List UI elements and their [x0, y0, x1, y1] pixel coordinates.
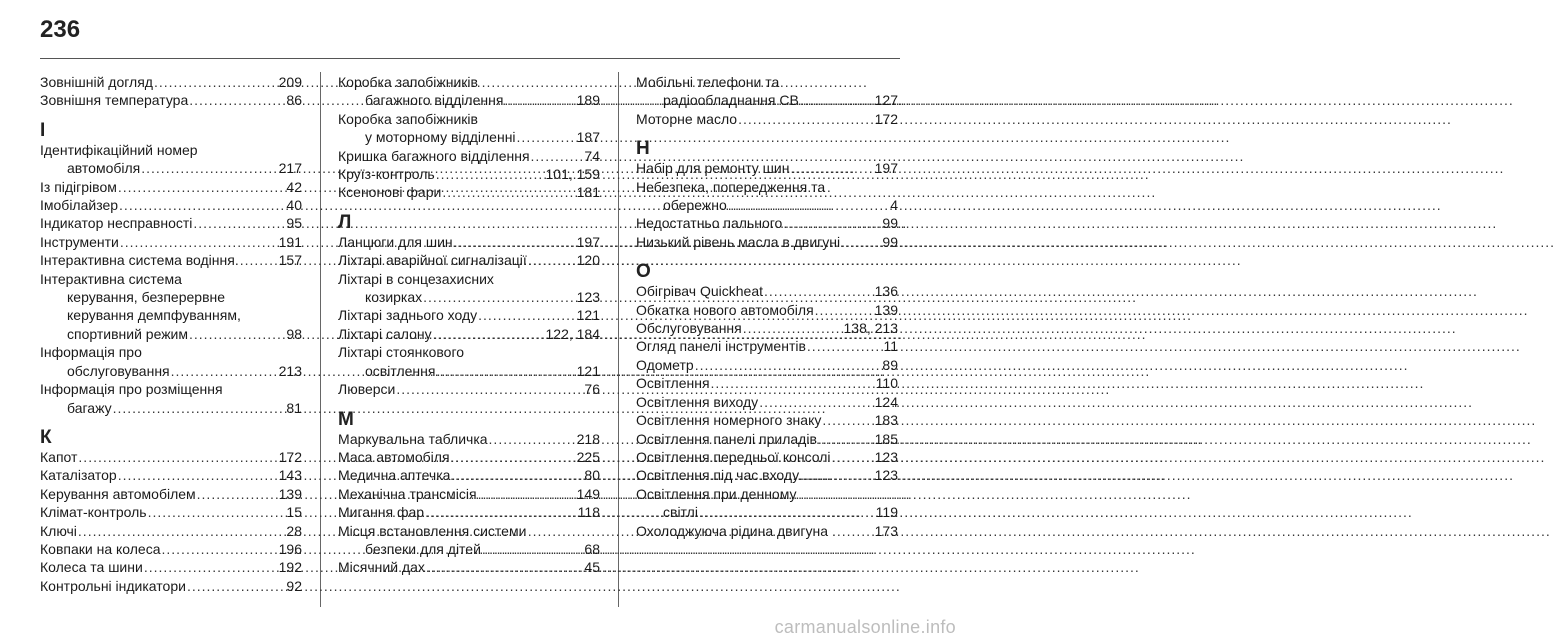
- page-reference[interactable]: 42: [286, 178, 302, 195]
- index-entry[interactable]: [636, 159, 898, 177]
- index-entry[interactable]: [338, 110, 600, 147]
- dot-leader: [425, 503, 577, 521]
- index-entry[interactable]: [338, 343, 600, 380]
- index-column-3: [636, 73, 898, 540]
- index-term: Коробка запобіжників: [338, 74, 478, 90]
- dot-leader: [764, 282, 874, 300]
- page-reference[interactable]: 191: [278, 233, 302, 250]
- index-entry[interactable]: [636, 356, 898, 374]
- page-reference[interactable]: 45: [584, 559, 600, 576]
- index-term: Освітлення під час входу: [636, 467, 800, 484]
- index-term: Кришка багажного відділення: [338, 147, 530, 164]
- index-entry[interactable]: [338, 558, 600, 576]
- page-reference[interactable]: 121: [576, 307, 600, 324]
- index-term: обслуговування: [67, 362, 170, 379]
- index-term: Люверси: [338, 381, 396, 398]
- index-entry[interactable]: [636, 73, 898, 110]
- index-term: Обігрівач Quickheat: [636, 283, 763, 300]
- page-reference[interactable]: 213: [278, 362, 302, 379]
- dot-leader: [423, 288, 575, 306]
- index-entry[interactable]: [40, 270, 302, 344]
- dot-leader: [504, 91, 575, 109]
- page-reference[interactable]: 15: [286, 504, 302, 521]
- index-term: Небезпека, попередження та: [636, 178, 826, 195]
- page-reference[interactable]: 138, 213: [843, 320, 898, 337]
- index-entry[interactable]: [338, 466, 600, 484]
- index-entry[interactable]: [40, 577, 302, 595]
- page-reference[interactable]: 81: [286, 399, 302, 416]
- header-rule: [40, 58, 900, 59]
- index-term: Моторне масло: [636, 110, 738, 127]
- index-letter-heading: М: [338, 408, 354, 430]
- dot-leader: [738, 110, 874, 128]
- index-entry[interactable]: [40, 448, 302, 466]
- page-reference[interactable]: 86: [286, 92, 302, 109]
- index-letter-heading: К: [40, 426, 52, 448]
- index-term: Місця встановлення системи: [338, 522, 527, 539]
- page-reference[interactable]: 110: [875, 375, 898, 392]
- index-term: Місячний дах: [338, 559, 425, 576]
- index-term: Освітлення виходу: [636, 393, 759, 410]
- dot-leader: [436, 362, 575, 380]
- index-letter-heading: Л: [338, 211, 352, 233]
- index-term: Освітлення: [636, 375, 710, 392]
- page-reference[interactable]: 76: [584, 381, 600, 398]
- dot-leader: [822, 411, 873, 429]
- dot-leader: [144, 558, 278, 576]
- page-reference[interactable]: 197: [874, 160, 898, 177]
- index-term: світлі: [663, 504, 698, 521]
- index-term: Мобільні телефони та: [636, 74, 780, 90]
- index-entry[interactable]: [636, 393, 898, 411]
- page-reference[interactable]: 120: [576, 252, 600, 269]
- index-term: Обкатка нового автомобіля: [636, 301, 814, 318]
- dot-leader: [148, 503, 286, 521]
- page-reference[interactable]: 92: [286, 577, 302, 594]
- dot-leader: [78, 522, 286, 540]
- page-reference[interactable]: 11: [883, 338, 898, 355]
- index-term: Керування автомобілем: [40, 485, 196, 502]
- dot-leader: [759, 393, 873, 411]
- page-number: 236: [40, 16, 81, 43]
- index-term: Інформація про розміщення: [40, 381, 223, 398]
- index-term: багажу: [67, 399, 112, 416]
- dot-leader: [837, 522, 874, 540]
- page-reference[interactable]: 225: [576, 448, 600, 465]
- index-entry[interactable]: [636, 233, 898, 251]
- index-entry[interactable]: [636, 110, 898, 128]
- dot-leader: [807, 337, 883, 355]
- page-reference[interactable]: 189: [576, 92, 600, 109]
- index-term: Інтерактивна система: [40, 270, 182, 287]
- index-term: Інтерактивна система водіння.: [40, 252, 239, 269]
- index-entry[interactable]: [40, 91, 302, 109]
- page-reference[interactable]: 123: [874, 448, 898, 465]
- page-reference[interactable]: 101, 159: [545, 166, 600, 183]
- index-term: Круїз-контроль: [338, 166, 435, 183]
- index-term: Мигання фар: [338, 504, 425, 521]
- index-term: Освітлення панелі приладів: [636, 430, 817, 447]
- index-term: у моторному відділенні: [365, 129, 516, 146]
- index-entry[interactable]: [636, 485, 898, 522]
- dot-leader: [189, 325, 285, 343]
- index-entry[interactable]: [338, 522, 600, 559]
- page-reference[interactable]: 127: [874, 92, 898, 109]
- page-reference[interactable]: 121: [576, 362, 600, 379]
- dot-leader: [162, 540, 278, 558]
- index-entry[interactable]: [636, 411, 898, 429]
- index-entry[interactable]: [636, 374, 898, 392]
- index-term: Із підігрівом: [40, 178, 117, 195]
- index-entry[interactable]: [40, 503, 302, 521]
- index-entry[interactable]: [636, 522, 898, 540]
- index-term: Одометр: [636, 356, 694, 373]
- index-term: Інструменти: [40, 233, 119, 250]
- index-term: Ланцюги для шин: [338, 233, 453, 250]
- index-entry[interactable]: [636, 301, 898, 319]
- index-entry[interactable]: [40, 343, 302, 380]
- index-term: багажного відділення: [365, 92, 504, 109]
- dot-leader: [171, 362, 278, 380]
- index-term: Огляд панелі інструментів: [636, 338, 806, 355]
- index-entry[interactable]: [338, 485, 600, 503]
- index-term: Ксенонові фари: [338, 184, 442, 201]
- dot-leader: [141, 159, 277, 177]
- index-term: Інформація про: [40, 344, 142, 361]
- dot-leader: [119, 196, 285, 214]
- index-entry[interactable]: [40, 466, 302, 484]
- dot-leader: [783, 214, 881, 232]
- dot-leader: [451, 466, 583, 484]
- index-entry[interactable]: [338, 270, 600, 307]
- index-entry[interactable]: [636, 448, 898, 466]
- index-term: Освітлення передньої консолі: [636, 448, 831, 465]
- dot-leader: [118, 178, 286, 196]
- dot-leader: [442, 183, 575, 201]
- page-reference[interactable]: 172: [874, 110, 898, 127]
- page-reference[interactable]: 192: [278, 559, 302, 576]
- index-entry[interactable]: [636, 430, 898, 448]
- dot-leader: [728, 196, 889, 214]
- dot-leader: [832, 448, 874, 466]
- index-term: Зовнішній догляд: [40, 74, 153, 90]
- dot-leader: [815, 301, 874, 319]
- dot-leader: [113, 399, 286, 417]
- page-reference[interactable]: 173: [874, 522, 898, 539]
- page-reference[interactable]: 40: [286, 197, 302, 214]
- index-entry[interactable]: [40, 214, 302, 232]
- index-entry[interactable]: [40, 485, 302, 503]
- dot-leader: [841, 233, 881, 251]
- dot-leader: [426, 558, 584, 576]
- index-term: спортивний режим: [67, 325, 189, 342]
- index-letter-heading: Н: [636, 138, 650, 160]
- index-term: Колеса та шини: [40, 559, 143, 576]
- dot-leader: [790, 159, 873, 177]
- page-reference[interactable]: 183: [874, 412, 898, 429]
- index-entry[interactable]: [338, 183, 600, 201]
- index-entry[interactable]: [636, 337, 898, 355]
- page-reference[interactable]: 122, 184: [545, 325, 600, 342]
- page-reference[interactable]: 124: [874, 393, 898, 410]
- index-term: Недостатньо пального: [636, 215, 783, 232]
- index-entry[interactable]: [636, 282, 898, 300]
- index-term: радіообладнання СВ: [663, 92, 799, 109]
- index-term: Освітлення номерного знаку: [636, 412, 822, 429]
- index-entry[interactable]: [338, 147, 600, 165]
- page-reference[interactable]: 149: [576, 485, 600, 502]
- index-entry[interactable]: [40, 251, 302, 269]
- index-entry[interactable]: [338, 165, 600, 183]
- index-entry[interactable]: [636, 178, 898, 215]
- index-term: автомобіля: [67, 160, 141, 177]
- dot-leader: [78, 448, 277, 466]
- index-term: Ліхтарі в сонцезахисних: [338, 270, 494, 287]
- index-term: Набір для ремонту шин: [636, 160, 790, 177]
- index-term: Ліхтарі салону: [338, 325, 432, 342]
- index-term: керування демпфуванням,: [67, 307, 241, 324]
- index-term: Обслуговування: [636, 320, 742, 337]
- index-entry[interactable]: [40, 73, 302, 91]
- dot-leader: [517, 128, 576, 146]
- dot-leader: [396, 380, 583, 398]
- index-entry[interactable]: [338, 380, 600, 398]
- page-reference[interactable]: 80: [584, 467, 600, 484]
- page-reference[interactable]: 172: [278, 448, 302, 465]
- index-term: Капот: [40, 448, 78, 465]
- index-term: Ідентифікаційний номер: [40, 141, 198, 158]
- dot-leader: [118, 466, 278, 484]
- index-term: Низький рівень масла в двигуні: [636, 233, 841, 250]
- index-entry[interactable]: [40, 178, 302, 196]
- page-reference[interactable]: 196: [278, 540, 302, 557]
- dot-leader: [193, 214, 285, 232]
- index-term: Маса автомобіля: [338, 448, 450, 465]
- index-term: Зовнішня температура: [40, 92, 189, 109]
- dot-leader: [711, 374, 875, 392]
- dot-leader: [800, 91, 874, 109]
- index-entry[interactable]: [636, 214, 898, 232]
- index-term: Медична аптечка: [338, 467, 451, 484]
- index-term: козирках: [365, 289, 423, 306]
- dot-leader: [699, 503, 875, 521]
- dot-leader: [531, 147, 584, 165]
- dot-leader: [433, 325, 545, 343]
- page-reference[interactable]: 118: [577, 504, 600, 521]
- dot-leader: [482, 540, 584, 558]
- index-term: Індикатор несправності: [40, 215, 193, 232]
- index-term: Маркувальна табличка: [338, 430, 488, 447]
- page-reference[interactable]: 123: [576, 289, 600, 306]
- index-entry[interactable]: [338, 503, 600, 521]
- index-term: Клімат-контроль: [40, 504, 147, 521]
- index-entry[interactable]: [338, 73, 600, 110]
- index-term: Ліхтарі стоянкового: [338, 344, 465, 361]
- dot-leader: [189, 91, 285, 109]
- page-reference[interactable]: 89: [882, 356, 898, 373]
- index-column-1: [40, 73, 302, 595]
- dot-leader: [818, 430, 874, 448]
- index-term: Ключі: [40, 522, 77, 539]
- dot-leader: [454, 233, 576, 251]
- index-term: Ковпаки на колеса: [40, 540, 161, 557]
- index-entry[interactable]: [40, 141, 302, 178]
- page-reference[interactable]: 218: [576, 430, 600, 447]
- page-reference[interactable]: 181: [576, 184, 600, 201]
- page-reference[interactable]: 139: [278, 485, 302, 502]
- index-term: освітлення: [365, 362, 436, 379]
- page-reference[interactable]: 99: [882, 233, 898, 250]
- index-entry[interactable]: [40, 558, 302, 576]
- index-column-2: [338, 73, 600, 577]
- page-reference[interactable]: 136: [874, 283, 898, 300]
- dot-leader: [451, 448, 576, 466]
- index-entry[interactable]: [40, 522, 302, 540]
- index-term: обережно: [663, 197, 727, 214]
- page-reference[interactable]: 95: [286, 215, 302, 232]
- page-reference[interactable]: 187: [576, 129, 600, 146]
- index-term: Ліхтарі аварійної сигналізації: [338, 252, 527, 269]
- index-entry[interactable]: [338, 251, 600, 269]
- dot-leader: [154, 73, 278, 91]
- index-entry[interactable]: [636, 466, 898, 484]
- index-term: безпеки для дітей: [365, 540, 481, 557]
- dot-leader: [478, 306, 576, 324]
- index-entry[interactable]: [40, 380, 302, 417]
- index-entry[interactable]: [40, 196, 302, 214]
- dot-leader: [695, 356, 882, 374]
- index-term: Каталізатор: [40, 467, 117, 484]
- page-reference[interactable]: 74: [584, 147, 600, 164]
- page-reference[interactable]: 28: [286, 522, 302, 539]
- index-term: Освітлення при денному: [636, 485, 797, 502]
- dot-leader: [528, 251, 576, 269]
- index-term: Ліхтарі заднього ходу: [338, 307, 478, 324]
- dot-leader: [743, 319, 843, 337]
- page-reference[interactable]: 197: [576, 233, 600, 250]
- dot-leader: [240, 251, 278, 269]
- dot-leader: [187, 577, 285, 595]
- index-entry[interactable]: [338, 325, 600, 343]
- page-reference[interactable]: 143: [278, 467, 302, 484]
- page-reference[interactable]: 119: [875, 504, 898, 521]
- page-reference[interactable]: 68: [584, 540, 600, 557]
- page-reference[interactable]: 99: [882, 215, 898, 232]
- index-letter-heading: І: [40, 119, 46, 141]
- page-reference[interactable]: 139: [874, 301, 898, 318]
- dot-leader: [120, 233, 278, 251]
- page-reference[interactable]: 157: [278, 252, 302, 269]
- watermark: carmanualsonline.info: [774, 617, 956, 637]
- index-entry[interactable]: [338, 306, 600, 324]
- index-letter-heading: О: [636, 261, 651, 283]
- index-term: Коробка запобіжників: [338, 110, 478, 127]
- index-entry[interactable]: [338, 448, 600, 466]
- page-reference[interactable]: 123: [874, 467, 898, 484]
- index-term: керування, безперервне: [67, 289, 226, 306]
- dot-leader: [478, 485, 576, 503]
- index-term: Охолоджуюча рідина двигуна .: [636, 522, 836, 539]
- dot-leader: [436, 165, 545, 183]
- index-entry[interactable]: [338, 430, 600, 448]
- page-reference[interactable]: 209: [278, 74, 302, 90]
- index-entry[interactable]: [636, 319, 898, 337]
- dot-leader: [800, 466, 874, 484]
- page-reference[interactable]: 185: [874, 430, 898, 447]
- index-entry[interactable]: [40, 540, 302, 558]
- page-reference[interactable]: 217: [278, 160, 302, 177]
- dot-leader: [489, 430, 576, 448]
- index-term: Контрольні індикатори: [40, 577, 186, 594]
- page-reference[interactable]: 4: [890, 197, 898, 214]
- dot-leader: [197, 485, 278, 503]
- index-term: Механічна трансмісія: [338, 485, 477, 502]
- index-term: Імобілайзер: [40, 197, 119, 214]
- index-entry[interactable]: [338, 233, 600, 251]
- page-reference[interactable]: 98: [286, 325, 302, 342]
- index-entry[interactable]: [40, 233, 302, 251]
